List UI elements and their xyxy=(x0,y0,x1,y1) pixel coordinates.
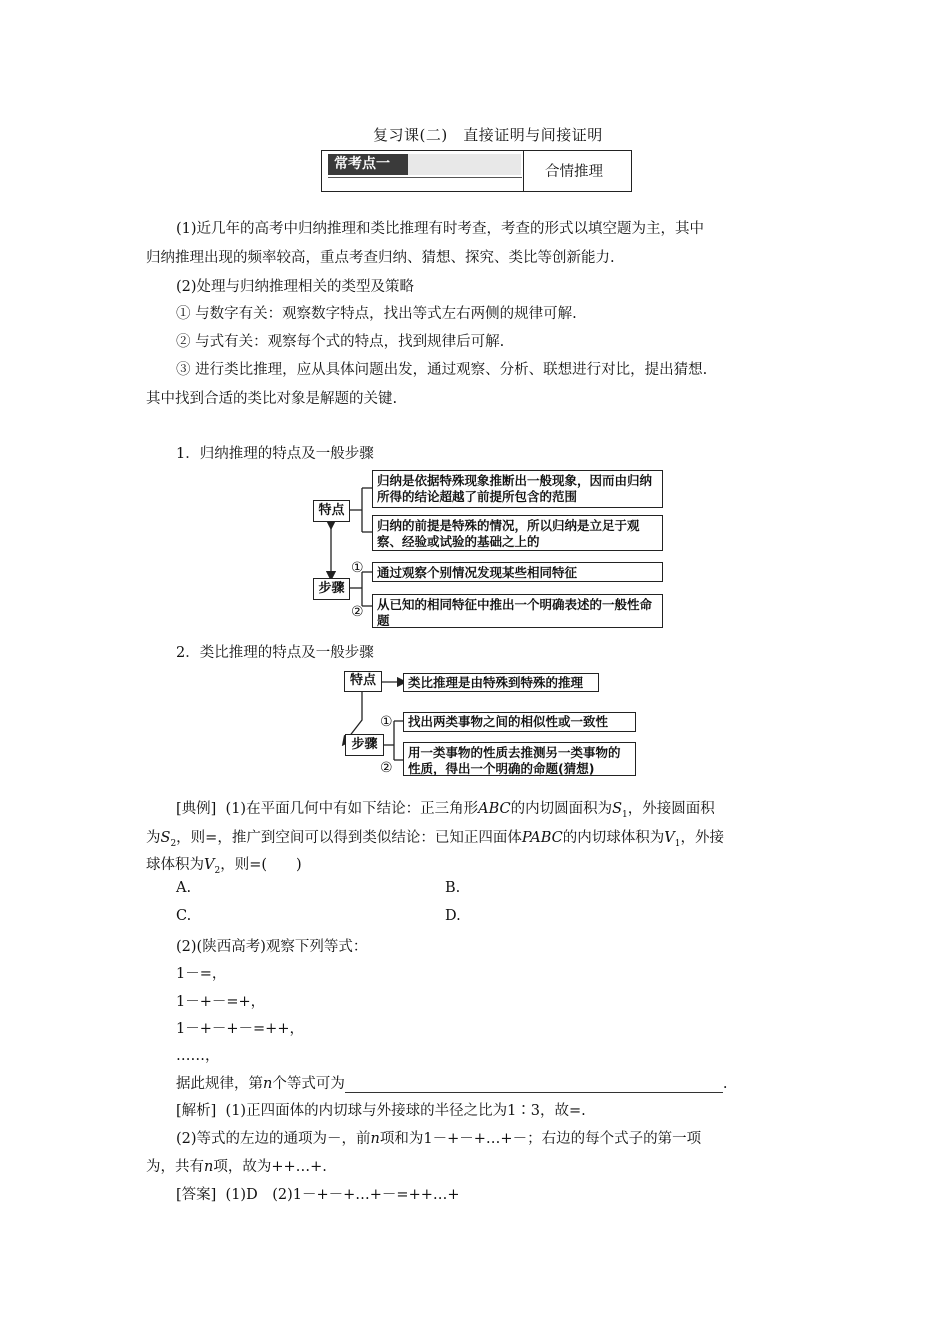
s2-step2-mark: ② xyxy=(380,760,393,776)
tag-label: 常考点一 xyxy=(328,154,408,175)
s2-step1-box: 找出两类事物之间的相似性或一致性 xyxy=(403,712,636,732)
equation-3: 1－+－+－=++， xyxy=(176,1021,304,1037)
s1-step1-mark: ① xyxy=(351,560,364,576)
example-q1-line2: 为$S_2$，则=，推广到空间可以得到类似结论：已知正四面体PABC的内切球体积为$V_1$，外接 xyxy=(146,830,724,849)
solution-s2-line2: 为，共有n项，故为++…+. xyxy=(146,1159,327,1175)
section1-heading: 1．归纳推理的特点及一般步骤 xyxy=(176,446,374,462)
s1-step2-box: 从已知的相同特征中推出一个明确表述的一般性命题 xyxy=(372,594,663,628)
intro-item3-line2: 其中找到合适的类比对象是解题的关键. xyxy=(146,391,398,407)
tag-topic: 合情推理 xyxy=(545,164,603,180)
equation-4: ……， xyxy=(176,1048,220,1064)
example-tag: [典例] xyxy=(176,801,217,817)
option-b: B. xyxy=(445,880,461,896)
intro-p1-line1: (1)近几年的高考中归纳推理和类比推理有时考查，考查的形式以填空题为主，其中 xyxy=(176,221,705,237)
s1-steps-label: 步骤 xyxy=(313,578,350,600)
example-q1-line1: [典例] (1)在平面几何中有如下结论：正三角形ABC的内切圆面积为$S_1$，外接圆面积 xyxy=(176,801,715,820)
solution-s2-line1: (2)等式的左边的通项为－，前n项和为1－+－+…+－；右边的每个式子的第一项 xyxy=(176,1131,702,1147)
intro-p1-line2: 归纳推理出现的频率较高，重点考查归纳、猜想、探究、类比等创新能力. xyxy=(146,250,615,266)
option-c: C. xyxy=(176,908,192,924)
s1-step2-mark: ② xyxy=(351,604,364,620)
s1-step1-box: 通过观察个别情况发现某些相同特征 xyxy=(372,562,663,582)
s2-step1-mark: ① xyxy=(380,714,393,730)
intro-item2: ② 与式有关：观察每个式的特点，找到规律后可解. xyxy=(176,334,505,350)
s2-steps-label: 步骤 xyxy=(345,734,384,756)
section2-heading: 2．类比推理的特点及一般步骤 xyxy=(176,645,374,661)
answer-blank[interactable] xyxy=(345,1078,723,1093)
answer-tag: [答案] xyxy=(176,1187,217,1203)
s1-feature2-box: 归纳的前提是特殊的情况，所以归纳是立足于观察、经验或试验的基础之上的 xyxy=(372,515,663,551)
option-a: A. xyxy=(176,880,192,896)
intro-item3-line1: ③ 进行类比推理，应从具体问题出发，通过观察、分析、联想进行对比，提出猜想. xyxy=(176,362,708,378)
example-q1-line3: 球体积为$V_2$，则=( ) xyxy=(146,857,302,876)
example-q2-blank-line: 据此规律，第n个等式可为 . xyxy=(176,1076,728,1092)
s1-feature1-box: 归纳是依据特殊现象推断出一般现象，因而由归纳所得的结论超越了前提所包含的范围 xyxy=(372,470,663,508)
s2-step2-box: 用一类事物的性质去推测另一类事物的性质，得出一个明确的命题(猜想) xyxy=(403,742,636,776)
s1-feature-label: 特点 xyxy=(313,500,350,522)
s2-feature-label: 特点 xyxy=(344,671,382,692)
option-d: D. xyxy=(445,908,461,924)
page-title: 复习课(二) 直接证明与间接证明 xyxy=(373,126,603,144)
solution-s1: [解析] (1)正四面体的内切球与外接球的半径之比为1∶3，故=. xyxy=(176,1103,586,1119)
equation-1: 1－=， xyxy=(176,966,227,982)
solution-tag: [解析] xyxy=(176,1103,217,1119)
example-q2: (2)(陕西高考)观察下列等式： xyxy=(176,939,368,955)
s2-feature-box: 类比推理是由特殊到特殊的推理 xyxy=(403,673,599,692)
answer-line: [答案] (1)D (2)1－+－+…+－=++…+ xyxy=(176,1187,460,1203)
intro-item1: ① 与数字有关：观察数字特点，找出等式左右两侧的规律可解. xyxy=(176,306,577,322)
intro-p2: (2)处理与归纳推理相关的类型及策略 xyxy=(176,279,415,295)
equation-2: 1－+－=+， xyxy=(176,994,266,1010)
